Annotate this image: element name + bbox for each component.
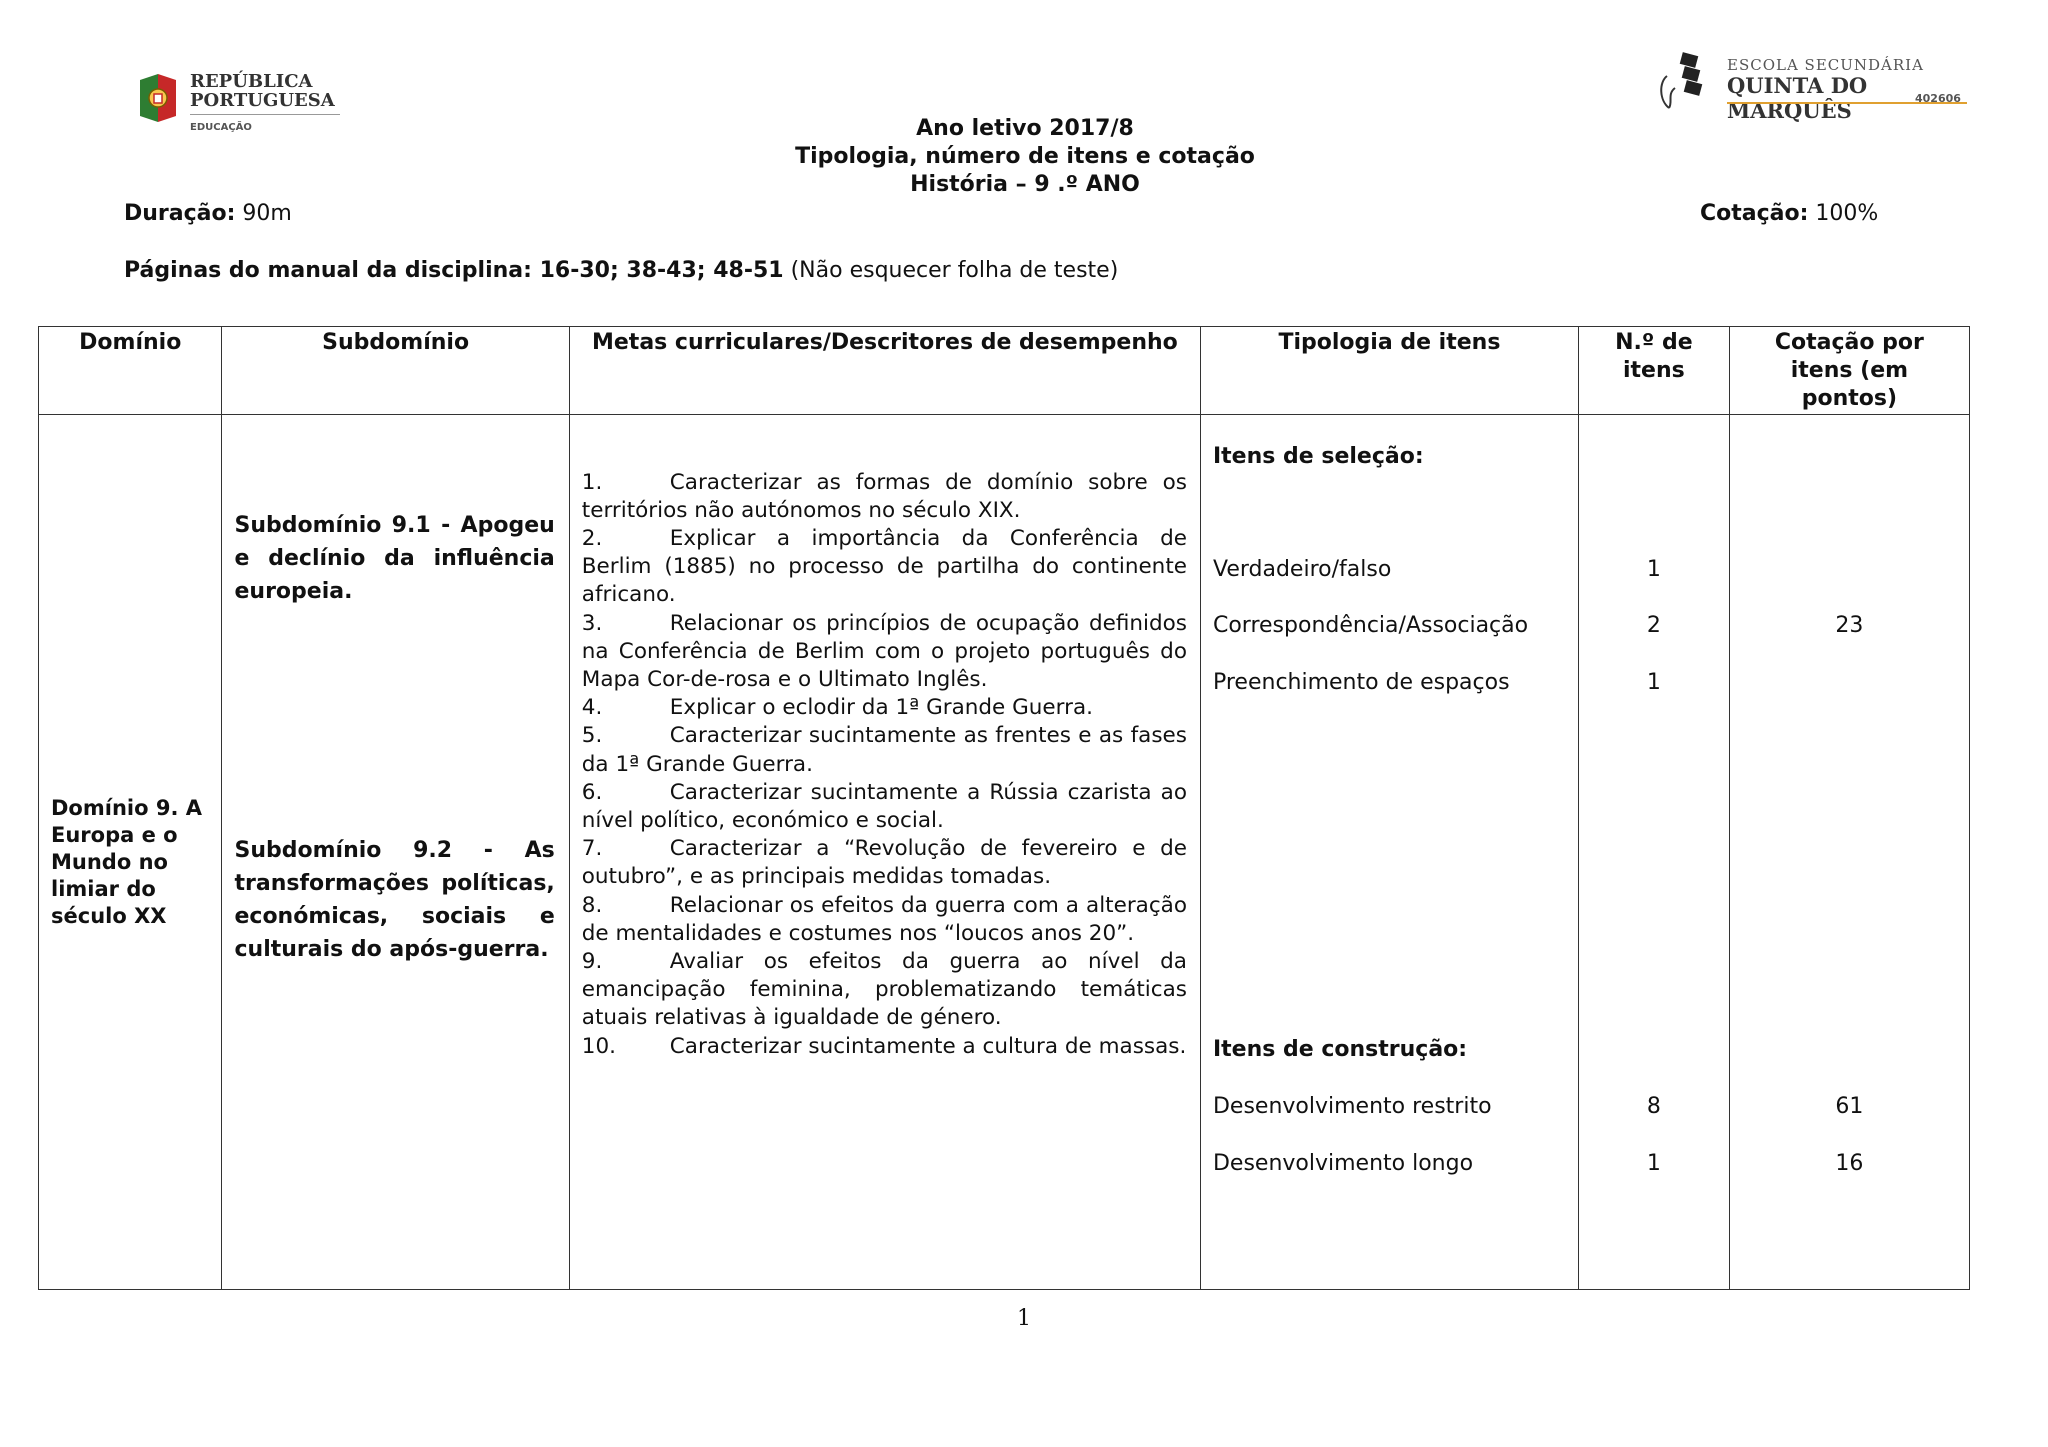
n-itens-value: 2 xyxy=(1646,612,1661,638)
items-table xyxy=(38,326,1970,1290)
cotacao-value: 23 xyxy=(1835,612,1864,638)
manual-pages xyxy=(124,258,1118,283)
selecao-item: Correspondência/Associação xyxy=(1212,612,1529,638)
republica-portuguesa-logo xyxy=(136,70,356,144)
meta-text: Avaliar os efeitos da guerra ao nível da emancipação feminina, problematizando temáticas atuais relativas à igualdade de género. xyxy=(581,949,1187,1031)
meta-text: Explicar o eclodir da 1ª Grande Guerra. xyxy=(669,695,1093,721)
n-itens-value: 1 xyxy=(1646,669,1661,695)
meta-text: Relacionar os efeitos da guerra com a alteração de mentalidades e costumes nos “loucos anos 20”. xyxy=(581,892,1187,946)
header-tipologia: Tipologia de itens xyxy=(1200,327,1578,415)
title-tipologia: Tipologia, número de itens e cotação xyxy=(795,144,1255,169)
flag-emblem-icon xyxy=(136,72,180,126)
meta-item xyxy=(582,948,1187,1033)
logo-right-line-1: ESCOLA SECUNDÁRIA xyxy=(1727,56,1924,74)
header-metas: Metas curriculares/Descritores de desempenho xyxy=(569,327,1200,415)
n-itens-value: 1 xyxy=(1646,1150,1661,1176)
meta-item xyxy=(582,892,1187,948)
table-header-row xyxy=(39,327,1970,415)
score-value: 100% xyxy=(1808,201,1879,226)
cotacao-value: 16 xyxy=(1835,1150,1864,1176)
score xyxy=(1700,201,1878,226)
cell-dominio xyxy=(39,414,222,1289)
logo-line-1: REPÚBLICA xyxy=(190,71,313,92)
subdominio-9-1: Subdomínio 9.1 - Apogeu e declínio da influência europeia. xyxy=(234,512,555,604)
cell-metas xyxy=(569,414,1200,1289)
pages-note: (Não esquecer folha de teste) xyxy=(783,258,1119,283)
meta-text: Caracterizar as formas de domínio sobre os territórios não autónomos no século XIX. xyxy=(581,469,1187,523)
logo-divider xyxy=(190,114,340,115)
meta-number: 1. xyxy=(581,469,603,495)
score-label: Cotação: xyxy=(1700,201,1809,226)
meta-text: Caracterizar sucintamente a cultura de massas. xyxy=(669,1033,1187,1059)
school-emblem-icon xyxy=(1655,52,1717,116)
header-n-itens: N.º de itens xyxy=(1578,327,1729,415)
meta-number: 6. xyxy=(581,779,603,805)
duration-label: Duração: xyxy=(124,201,236,226)
meta-item xyxy=(582,525,1187,610)
meta-item xyxy=(582,610,1187,695)
meta-text: Caracterizar sucintamente as frentes e as fases da 1ª Grande Guerra. xyxy=(581,723,1187,777)
selecao-item: Preenchimento de espaços xyxy=(1212,669,1510,695)
cell-subdominio xyxy=(222,414,569,1289)
cell-tipologia xyxy=(1200,414,1578,1289)
escola-quinta-do-marques-logo xyxy=(1655,52,1975,123)
duration-value: 90m xyxy=(235,201,292,226)
logo-right-line-3: 402606 xyxy=(1915,92,1961,105)
meta-item xyxy=(582,1033,1187,1061)
metas-list xyxy=(582,469,1187,1061)
meta-item xyxy=(582,779,1187,835)
selecao-heading: Itens de seleção: xyxy=(1212,443,1424,469)
logo-line-3: EDUCAÇÃO xyxy=(190,122,252,133)
duration xyxy=(124,201,292,226)
header-cotacao: Cotação por itens (em pontos) xyxy=(1729,327,1969,415)
logo-right-line-2: QUINTA DO MARQUÊS xyxy=(1727,73,1868,123)
cotacao-value: 61 xyxy=(1835,1093,1864,1119)
n-itens-value: 1 xyxy=(1646,556,1661,582)
meta-number: 5. xyxy=(581,723,603,749)
cell-cotacao xyxy=(1729,414,1969,1289)
table-row xyxy=(39,414,1970,1289)
page-number: 1 xyxy=(1017,1306,1031,1331)
meta-item xyxy=(582,722,1187,778)
meta-text: Caracterizar sucintamente a Rússia czarista ao nível político, económico e social. xyxy=(581,779,1187,834)
meta-item xyxy=(582,469,1187,525)
dominio-text: Domínio 9. A Europa e o Mundo no limiar do século XX xyxy=(51,795,202,928)
meta-text: Relacionar os princípios de ocupação definidos na Conferência de Berlim com o projeto português do Mapa Cor-de-rosa e o Ultimato Inglês. xyxy=(581,610,1187,693)
meta-text: Caracterizar a “Revolução de fevereiro e de outubro”, e as principais medidas tomadas. xyxy=(581,836,1187,890)
header-subdominio: Subdomínio xyxy=(222,327,569,415)
meta-number: 9. xyxy=(581,949,603,975)
meta-number: 3. xyxy=(581,610,603,636)
title-year: Ano letivo 2017/8 xyxy=(916,116,1134,141)
meta-text: Explicar a importância da Conferência de Berlim (1885) no processo de partilha do continente africano. xyxy=(581,526,1187,608)
meta-item xyxy=(582,835,1187,891)
pages-label: Páginas do manual da disciplina: 16-30; 38-43; 48-51 xyxy=(124,258,784,283)
logo-line-2: PORTUGUESA xyxy=(190,90,335,111)
construcao-heading: Itens de construção: xyxy=(1212,1036,1468,1062)
meta-item xyxy=(582,694,1187,722)
cell-n-itens xyxy=(1578,414,1729,1289)
meta-number: 7. xyxy=(581,836,603,862)
header-dominio: Domínio xyxy=(39,327,222,415)
construcao-item: Desenvolvimento restrito xyxy=(1212,1093,1492,1119)
selecao-item: Verdadeiro/falso xyxy=(1212,556,1392,582)
n-itens-value: 8 xyxy=(1646,1093,1661,1119)
meta-number: 8. xyxy=(581,892,603,918)
meta-number: 2. xyxy=(581,526,603,552)
construcao-item: Desenvolvimento longo xyxy=(1212,1150,1474,1176)
subdominio-9-2: Subdomínio 9.2 - As transformações políticas, económicas, sociais e culturais do após-guerra. xyxy=(234,837,555,962)
meta-number: 10. xyxy=(581,1033,616,1059)
title-subject: História – 9 .º ANO xyxy=(910,172,1140,197)
meta-number: 4. xyxy=(581,695,603,721)
